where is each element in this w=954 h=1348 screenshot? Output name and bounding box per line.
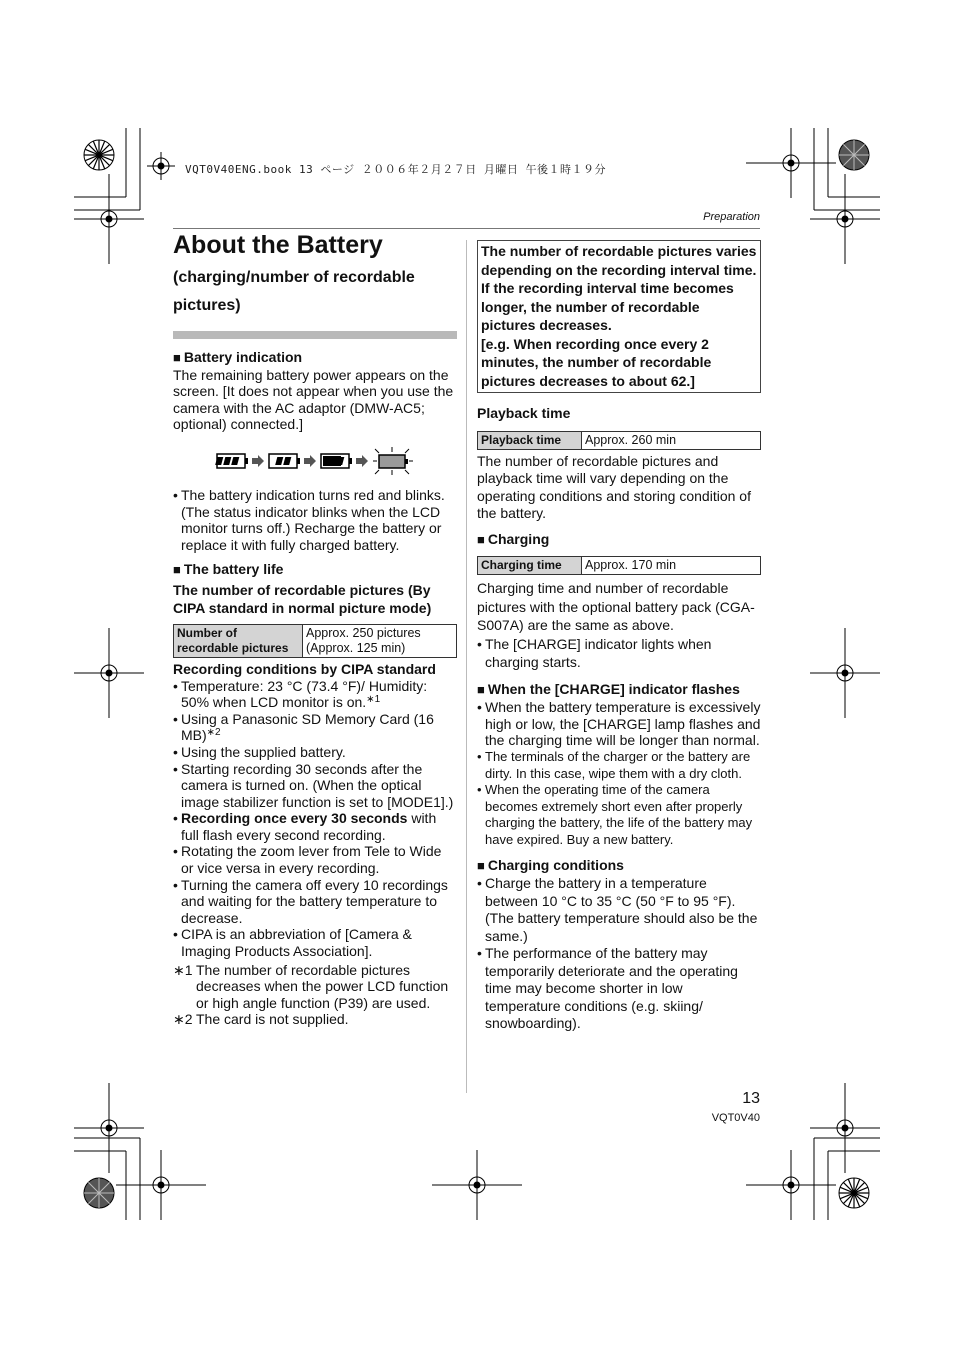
battery-indication-bullets bbox=[173, 487, 457, 553]
recordable-pictures-table bbox=[173, 624, 457, 658]
square-bullet-icon: ■ bbox=[477, 531, 485, 547]
charging-heading: ■ Charging bbox=[477, 530, 550, 547]
list-item: • The [CHARGE] indicator lights when charging starts. bbox=[477, 635, 712, 671]
table-label: Number of recordable pictures bbox=[174, 624, 303, 657]
footnote: ∗2 The card is not supplied. bbox=[173, 1011, 349, 1028]
column-divider bbox=[466, 240, 467, 1093]
charging-conditions-heading: ■ Charging conditions bbox=[477, 856, 624, 873]
page-title: About the Battery bbox=[173, 231, 383, 259]
title-bar bbox=[173, 331, 457, 339]
page-subtitle: (charging/number of recordable pictures) bbox=[173, 269, 415, 314]
list-item: • Using a Panasonic SD Memory Card (16 MB)$^{∗2}$ bbox=[173, 710, 434, 744]
charge-flash-bullets bbox=[477, 699, 761, 749]
charge-flash-subbullets bbox=[477, 749, 761, 849]
playback-text: The number of recordable pictures and playback time will vary depending on the operating conditions and storing condition of the battery. bbox=[477, 452, 751, 522]
square-bullet-icon: ■ bbox=[173, 350, 181, 365]
conditions-list bbox=[173, 678, 457, 960]
list-item: • When the battery temperature is excessively high or low, the [CHARGE] lamp flashes and the charging time will be longer than normal. bbox=[477, 699, 761, 749]
square-bullet-icon: ■ bbox=[173, 562, 181, 578]
left-column bbox=[173, 230, 457, 1028]
list-item: • Charge the battery in a temperature between 10 °C to 35 °C (50 °F to 95 °F). (The battery temperature should also be the same.) bbox=[477, 875, 758, 944]
table-value: Approx. 250 pictures (Approx. 125 min) bbox=[303, 624, 457, 657]
print-header: VQT0V40ENG.book 13 ページ ２００６年２月２７日 月曜日 午後１時１９分 bbox=[185, 163, 606, 176]
list-item: • The performance of the battery may temporarily deteriorate and the operating time may become shorter in low temperature conditions (e.g. skiing/ snowboarding). bbox=[477, 945, 738, 1032]
square-bullet-icon: ■ bbox=[477, 857, 485, 873]
battery-empty-blinking-icon bbox=[373, 447, 413, 475]
header-rule bbox=[173, 228, 760, 229]
charging-bullets bbox=[477, 635, 761, 672]
table-row bbox=[478, 557, 761, 575]
list-item: • The battery indication turns red and blinks. (The status indicator blinks when the LCD monitor turns off.) Recharge the battery or replace it with fully charged battery. bbox=[173, 486, 445, 553]
battery-life-heading: ■ The battery life bbox=[173, 561, 284, 578]
battery-one-third-icon bbox=[321, 454, 352, 468]
page-number: 13 bbox=[742, 1090, 760, 1107]
footnotes bbox=[173, 962, 457, 1028]
playback-heading: Playback time bbox=[477, 405, 571, 421]
battery-level-icons bbox=[173, 447, 457, 475]
battery-full-icon bbox=[215, 454, 248, 468]
table-label: Charging time bbox=[478, 557, 582, 575]
battery-levels-graphic bbox=[215, 447, 415, 475]
battery-indication-text: The remaining battery power appears on the screen. [It does not appear when you use the camera with the AC adaptor (DMW-AC5; optional) connected.] bbox=[173, 366, 454, 433]
table-value: Approx. 170 min bbox=[582, 557, 761, 575]
list-item: • Temperature: 23 °C (73.4 °F)/ Humidity: 50% when LCD monitor is on.$^{∗1}$ bbox=[173, 677, 428, 711]
list-item: • Rotating the zoom lever from Tele to Wide or vice versa in every recording. bbox=[173, 843, 442, 877]
battery-life-subheading: The number of recordable pictures (By CIPA standard in normal picture mode) bbox=[173, 581, 432, 616]
list-item: • Starting recording 30 seconds after the camera is turned on. (When the optical image stabilizer function is set to [MODE1].) bbox=[173, 760, 454, 810]
table-row bbox=[174, 624, 457, 657]
square-bullet-icon: ■ bbox=[477, 681, 485, 697]
right-column bbox=[477, 240, 761, 1033]
model-code: VQT0V40 bbox=[711, 1112, 760, 1124]
table-label: Playback time bbox=[478, 431, 582, 449]
list-item: • When the operating time of the camera becomes extremely short even after properly charging the battery, the life of the battery may have expired. Buy a new battery. bbox=[477, 782, 753, 848]
list-item: • Turning the camera off every 10 recordings and waiting for the battery temperature to decrease. bbox=[173, 876, 448, 926]
charging-conditions-bullets bbox=[477, 875, 761, 1033]
conditions-heading: Recording conditions by CIPA standard bbox=[173, 660, 436, 677]
arrow-icon bbox=[356, 455, 368, 467]
playback-table bbox=[477, 431, 761, 450]
list-item: • CIPA is an abbreviation of [Camera & Imaging Products Association]. bbox=[173, 926, 412, 960]
table-row bbox=[478, 431, 761, 449]
arrow-icon bbox=[304, 455, 316, 467]
list-item: • The terminals of the charger or the battery are dirty. In this case, wipe them with a dry cloth. bbox=[477, 749, 751, 781]
list-item: • Using the supplied battery. bbox=[173, 743, 346, 760]
section-tag: Preparation bbox=[703, 211, 760, 223]
charge-flash-heading: ■ When the [CHARGE] indicator flashes bbox=[477, 680, 740, 697]
arrow-icon bbox=[252, 455, 264, 467]
charging-table bbox=[477, 556, 761, 575]
table-value: Approx. 260 min bbox=[582, 431, 761, 449]
battery-indication-heading: ■ Battery indication bbox=[173, 349, 303, 365]
interval-note-box: The number of recordable pictures varies depending on the recording interval time. If the recording interval time becomes longer, the number of recordable pictures decreases. [e.g. When recording once every 2 minutes, the number of recordable pictures decreases to about 62.] bbox=[477, 240, 761, 393]
footnote: ∗1 The number of recordable pictures decreases when the power LCD function or high angle function (P39) are used. bbox=[173, 961, 449, 1011]
battery-two-thirds-icon bbox=[269, 454, 300, 468]
list-item: • Recording once every 30 seconds with full flash every second recording. bbox=[173, 810, 437, 843]
charging-text: Charging time and number of recordable pictures with the optional battery pack (CGA-S007A) are the same as above. bbox=[477, 580, 755, 634]
